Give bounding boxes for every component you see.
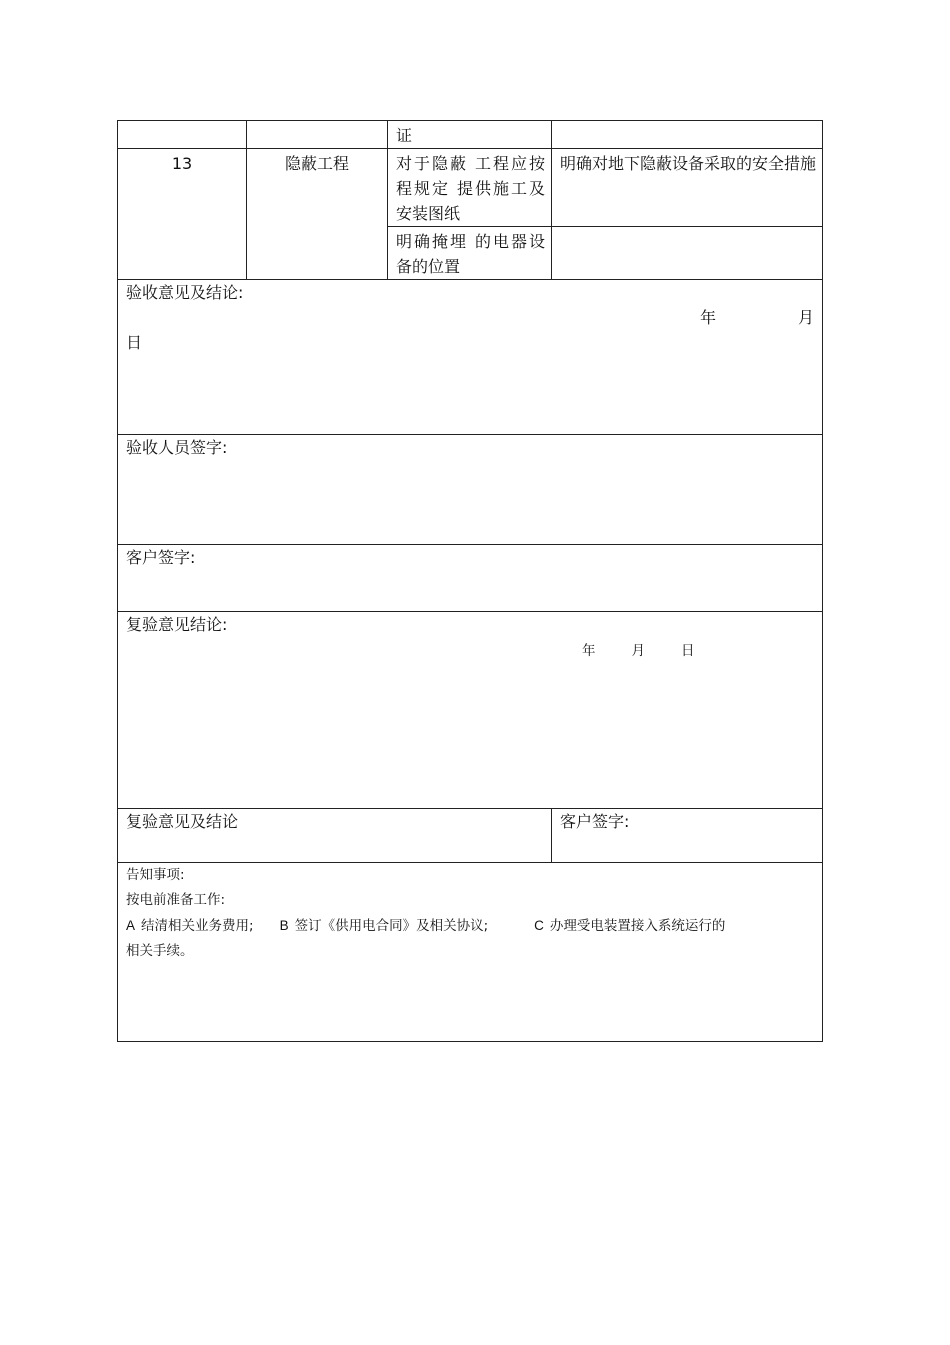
notice-option-a-letter: A <box>126 918 136 933</box>
notice-option-b <box>280 913 489 939</box>
notice-title: 告知事项: <box>126 867 185 883</box>
inspector-signature-cell <box>118 435 823 545</box>
customer-signature-row <box>118 545 823 612</box>
requirement-2-text: 明确掩埋 的电器设备的位置 <box>396 232 545 276</box>
inspector-signature-row <box>118 435 823 545</box>
continuation-row <box>118 121 823 149</box>
notice-option-c-text: 办理受电装置接入系统运行的 <box>549 918 726 934</box>
reinspection-date-day: 日 <box>681 643 695 659</box>
item-number: 13 <box>171 154 193 173</box>
continuation-name-cell <box>247 121 388 149</box>
continuation-number-cell <box>118 121 247 149</box>
customer-signature-cell <box>118 545 823 612</box>
notice-option-a-text: 结清相关业务费用; <box>141 918 254 934</box>
notice-option-c <box>534 913 725 939</box>
requirement-1-text: 对于隐蔽 工程应按程规定 提供施工及安装图纸 <box>396 154 545 223</box>
acceptance-form-table <box>117 120 823 1042</box>
reinspection-customer-sign-label: 客户签字: <box>560 812 630 831</box>
reinspection-opinion-label: 复验意见结论: <box>126 615 228 634</box>
notice-row <box>118 863 823 1042</box>
item-name: 隐蔽工程 <box>284 154 349 173</box>
notice-options-line <box>118 913 822 939</box>
continuation-note-cell <box>552 121 823 149</box>
continuation-requirement-text: 证 <box>396 126 413 145</box>
reinspection-customer-sign-cell <box>552 809 823 863</box>
notice-option-a <box>126 913 254 939</box>
notice-cell <box>118 863 823 1042</box>
note-1-cell <box>552 149 823 227</box>
reinspection-date-year: 年 <box>582 643 596 659</box>
notice-option-b-letter: B <box>279 918 289 933</box>
notice-option-c-letter: C <box>534 918 544 933</box>
notice-option-b-text: 签订《供用电合同》及相关协议; <box>294 918 489 934</box>
notice-continuation: 相关手续。 <box>126 943 194 959</box>
reinspection-summary-label: 复验意见及结论 <box>126 812 239 831</box>
acceptance-date-day: 日 <box>126 333 143 352</box>
acceptance-date-year: 年 <box>700 308 717 327</box>
notice-subtitle: 按电前准备工作: <box>126 892 226 908</box>
item-name-cell <box>247 149 388 280</box>
requirement-2-cell <box>388 227 552 280</box>
note-2-cell <box>552 227 823 280</box>
item-number-cell <box>118 149 247 280</box>
inspector-signature-label: 验收人员签字: <box>126 438 228 457</box>
acceptance-opinion-label: 验收意见及结论: <box>126 283 244 302</box>
acceptance-opinion-cell <box>118 280 823 435</box>
acceptance-date <box>126 305 814 355</box>
reinspection-opinion-cell <box>118 612 823 809</box>
reinspection-date <box>582 639 731 664</box>
item-13-row <box>118 149 823 227</box>
reinspection-date-month: 月 <box>631 643 645 659</box>
acceptance-date-month: 月 <box>797 308 814 327</box>
acceptance-opinion-row <box>118 280 823 435</box>
reinspection-opinion-row <box>118 612 823 809</box>
reinspection-summary-cell <box>118 809 552 863</box>
requirement-1-cell <box>388 149 552 227</box>
continuation-requirement-cell <box>388 121 552 149</box>
reinspection-summary-row <box>118 809 823 863</box>
note-1-text: 明确对地下隐蔽设备采取的安全措施 <box>560 154 817 173</box>
customer-signature-label: 客户签字: <box>126 548 196 567</box>
